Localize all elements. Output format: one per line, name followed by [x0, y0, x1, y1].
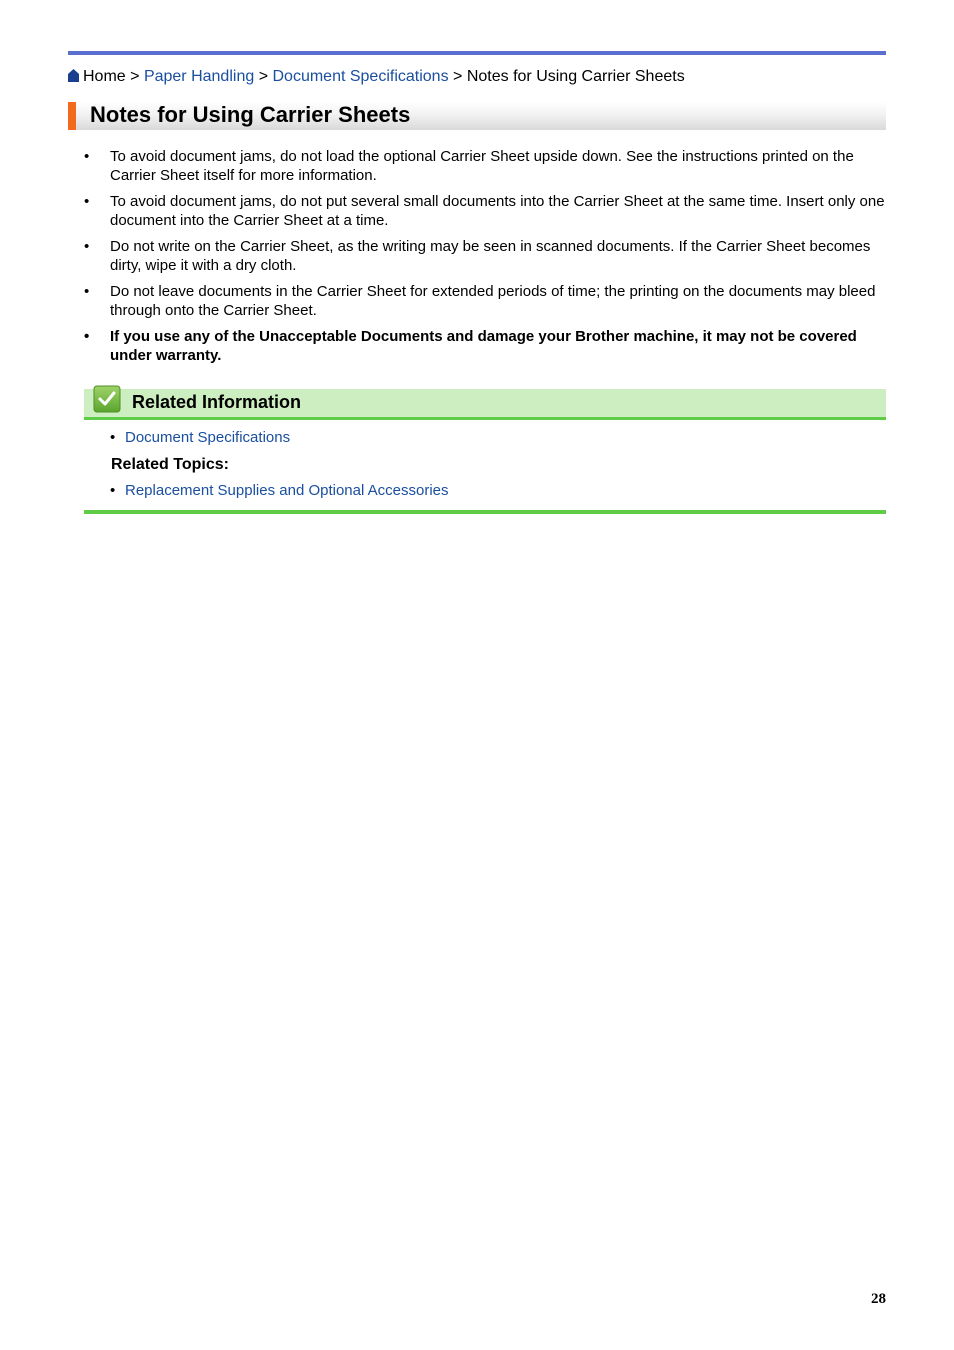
note-text: If you use any of the Unacceptable Documents and damage your Brother machine, it may not be covered under warranty.: [110, 328, 857, 364]
bullet: •: [84, 238, 90, 255]
breadcrumb-current: Notes for Using Carrier Sheets: [466, 68, 685, 85]
related-information-title: Related Information: [132, 392, 302, 412]
bullet: •: [84, 328, 90, 345]
breadcrumb-separator: >: [130, 68, 140, 85]
related-bottom-rule: [84, 510, 886, 514]
related-topics: [110, 481, 810, 500]
breadcrumb-link-paper-handling[interactable]: Paper Handling: [143, 68, 255, 85]
note-item: [84, 282, 886, 320]
note-item: [84, 237, 886, 275]
bullet: •: [84, 283, 90, 300]
breadcrumb-separator: >: [258, 68, 269, 85]
breadcrumb-link-document-specifications[interactable]: Document Specifications: [272, 68, 449, 85]
related-topic-item: [110, 481, 810, 500]
bullet: •: [84, 148, 90, 165]
bullet: •: [110, 429, 116, 446]
note-text: Do not write on the Carrier Sheet, as the writing may be seen in scanned documents. If the Carrier Sheet becomes dirty, wipe it with a dry cloth.: [110, 238, 871, 274]
home-icon[interactable]: [68, 69, 79, 82]
checkmark-icon: [93, 385, 121, 413]
related-link-item: [110, 428, 810, 447]
top-rule: [68, 51, 886, 55]
bullet: •: [110, 482, 116, 499]
note-item: [84, 192, 886, 230]
warranty-warning: [84, 327, 886, 365]
page-title: Notes for Using Carrier Sheets: [90, 102, 411, 127]
related-information-header: [84, 389, 886, 420]
note-text: To avoid document jams, do not put several small documents into the Carrier Sheet at the same time. Insert only one document into the Carrier Sheet at a time.: [110, 193, 885, 229]
note-item: [84, 147, 886, 185]
breadcrumb-separator: >: [453, 68, 463, 85]
note-text: To avoid document jams, do not load the optional Carrier Sheet upside down. See the instructions printed on the Carrier Sheet itself for more information.: [110, 148, 854, 184]
bullet: •: [84, 193, 90, 210]
related-link-document-specifications[interactable]: Document Specifications: [125, 429, 291, 446]
breadcrumb: [68, 67, 886, 87]
related-topics-label: Related Topics:: [111, 456, 229, 473]
related-links: [110, 428, 810, 447]
breadcrumb-home[interactable]: Home: [83, 68, 126, 85]
related-topic-replacement-supplies[interactable]: Replacement Supplies and Optional Accessories: [125, 482, 449, 499]
title-accent: [68, 102, 76, 130]
notes-list: [84, 147, 886, 372]
note-text: Do not leave documents in the Carrier Sheet for extended periods of time; the printing on the documents may bleed through onto the Carrier Sheet.: [110, 283, 876, 319]
page-title-bar: [68, 102, 886, 130]
page-number: 28: [871, 1291, 886, 1307]
